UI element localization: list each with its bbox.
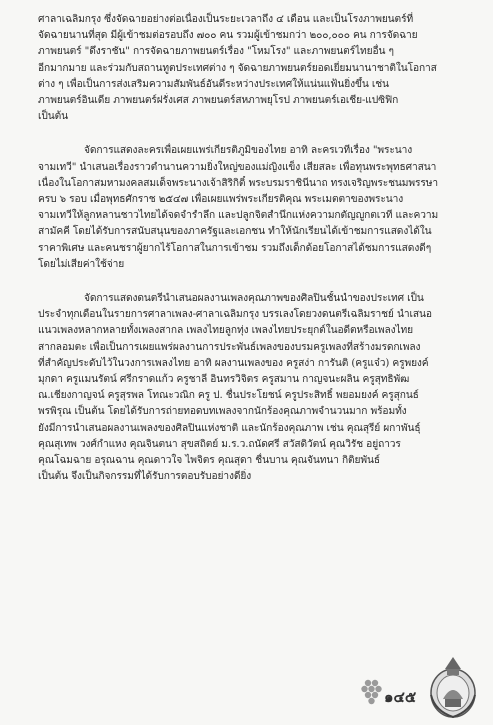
paragraph <box>38 143 462 273</box>
text-line: จามเทวีให้ลูกหลานชาวไทยได้จดจำรำลึก และปลูกจิตสำนึกแห่งความกตัญญูกตเวที และความ <box>38 210 439 222</box>
text-line: คุณโฉมฉาย อรุณฉาน คุณดาวใจ ไพจิตร คุณสุดา ชื่นบาน คุณจันทนา กิติยพันธ์ <box>38 455 381 467</box>
text-line: แนวเพลงหลากหลายทั้งเพลงสากล เพลงไทยลูกทุ่ง เพลงไทยประยุกต์ในอดีตหรือเพลงไทย <box>38 325 414 337</box>
text-line: อีกมากมาย และร่วมกับสถานทูตประเทศต่าง ๆ จัดฉายภาพยนตร์ยอดเยี่ยมนานาชาติในโอกาส <box>38 62 437 74</box>
text-line: สากลอมตะ เพื่อเป็นการเผยแพร่ผลงานการประพันธ์เพลงของบรมครูเพลงที่สร้างมรดกเพลง <box>38 341 421 353</box>
text-line: จัดการแสดงดนตรีนำเสนอผลงานเพลงคุณภาพของศิลปินชั้นนำของประเทศ เป็น <box>84 293 424 305</box>
text-line: สามัคคี โดยได้รับการสนับสนุนของภาครัฐและเอกชน ทำให้นักเรียนได้เข้าชมการแสดงได้ใน <box>38 226 432 238</box>
text-line: ต่าง ๆ เพื่อเป็นการส่งเสริมความสัมพันธ์อันดีระหว่างประเทศให้แน่นแฟ้นยิ่งขึ้น เช่น <box>38 78 389 90</box>
page-number: ๑๔๕ <box>384 688 417 706</box>
text-line: เป็นต้น จึงเป็นกิจกรรมที่ได้รับการตอบรับอย่างดียิ่ง <box>38 471 252 483</box>
text-line: พรพิรุณ เป็นต้น โดยได้รับการถ่ายทอดบทเพลงจากนักร้องคุณภาพจำนวนมาก พร้อมทั้ง <box>38 406 407 418</box>
text-line: ภาพยนตร์ "ดึงราชัน" การจัดฉายภาพยนตร์เรื่อง "โหมโรง" และภาพยนตร์ไทยอื่น ๆ <box>38 46 394 58</box>
text-line: ศาลาเฉลิมกรุง ซึ่งจัดฉายอย่างต่อเนื่องเป็นระยะเวลาถึง ๔ เดือน และเป็นโรงภาพยนตร์ที่ <box>38 14 414 25</box>
text-line: จัดฉายนานที่สุด มีผู้เข้าชมต่อรอบถึง ๗๐๐ คน รวมผู้เข้าชมกว่า ๒๐๐,๐๐๐ คน การจัดฉาย <box>38 30 418 42</box>
text-line: ภาพยนตร์อินเดีย ภาพยนตร์ฝรั่งเศส ภาพยนตร์สหภาพยุโรป ภาพยนตร์เอเชีย-แปซิฟิก <box>38 95 399 107</box>
paragraph <box>38 12 462 125</box>
text-line: โดยไม่เสียค่าใช้จ่าย <box>38 258 125 270</box>
text-line: ราคาพิเศษ และคนชราผู้ยากไร้โอกาสในการเข้าชม รวมถึงเด็กด้อยโอกาสได้ชมการแสดงดีๆ <box>38 242 432 254</box>
text-line: จามเทวี" นำเสนอเรื่องราวตำนานความยิ่งใหญ่ของแม่ญิงแข็ง เสียสละ เพื่อทุนพระพุทธศาสนา <box>38 161 437 173</box>
text-line: ยังมีการนำเสนอผลงานเพลงของศิลปินแห่งชาติ และนักร้องคุณภาพ เช่น คุณสุรีย์ ผกาพันธุ์ <box>38 422 421 434</box>
text-line: มุกดา ครูแมนรัตน์ ศรีกราดแก้ว ครูชาลี อินทรวิจิตร ครูสมาน กาญจนะผลิน ครูสุทธิพัฒ <box>38 374 410 386</box>
body-text <box>38 12 462 503</box>
text-line: ครบ ๖ รอบ เมื่อพุทธศักราช ๒๕๔๗ เพื่อเผยแพร่พระเกียรติคุณ พระเมตตาของพระนาง <box>38 194 404 206</box>
text-line: จัดการแสดงละครเพื่อเผยแพร่เกียรติภูมิของไทย อาทิ ละครเวทีเรื่อง "พระนาง <box>84 145 413 157</box>
paragraph <box>38 291 462 485</box>
royal-seal-icon <box>425 655 481 721</box>
text-line: ประจำทุกเดือนในรายการศาลาเพลง-ศาลาเฉลิมกรุง บรรเลงโดยวงดนตรีเฉลิมราชย์ นำเสนอ <box>38 309 432 321</box>
text-line: เป็นต้น <box>38 111 68 123</box>
text-line: เนื่องในโอกาสมหามงคลสมเด็จพระนางเจ้าสิริกิติ์ พระบรมราชินีนาถ ทรงเจริญพระชนมพรรษา <box>38 177 438 189</box>
text-line: คุณสุเทพ วงศ์กำแหง คุณจินตนา สุขสถิตย์ ม.ร.ว.ถนัดศรี สวัสดิวัตน์ คุณวิรัช อยู่ถาวร <box>38 438 401 450</box>
text-line: ที่สำคัญประดับไว้ในวงการเพลงไทย อาทิ ผลงานเพลงของ ครูสง่า การันติ (ครูแจ๋ว) ครูพยงค์ <box>38 357 429 369</box>
text-line: ณ.เชียงกาญจน์ ครูสุรพล โทณะวณิก ครู ป. ชื่นประโยชน์ ครูประสิทธิ์ พยอมยงค์ ครูสุกนธ์ <box>38 390 419 402</box>
